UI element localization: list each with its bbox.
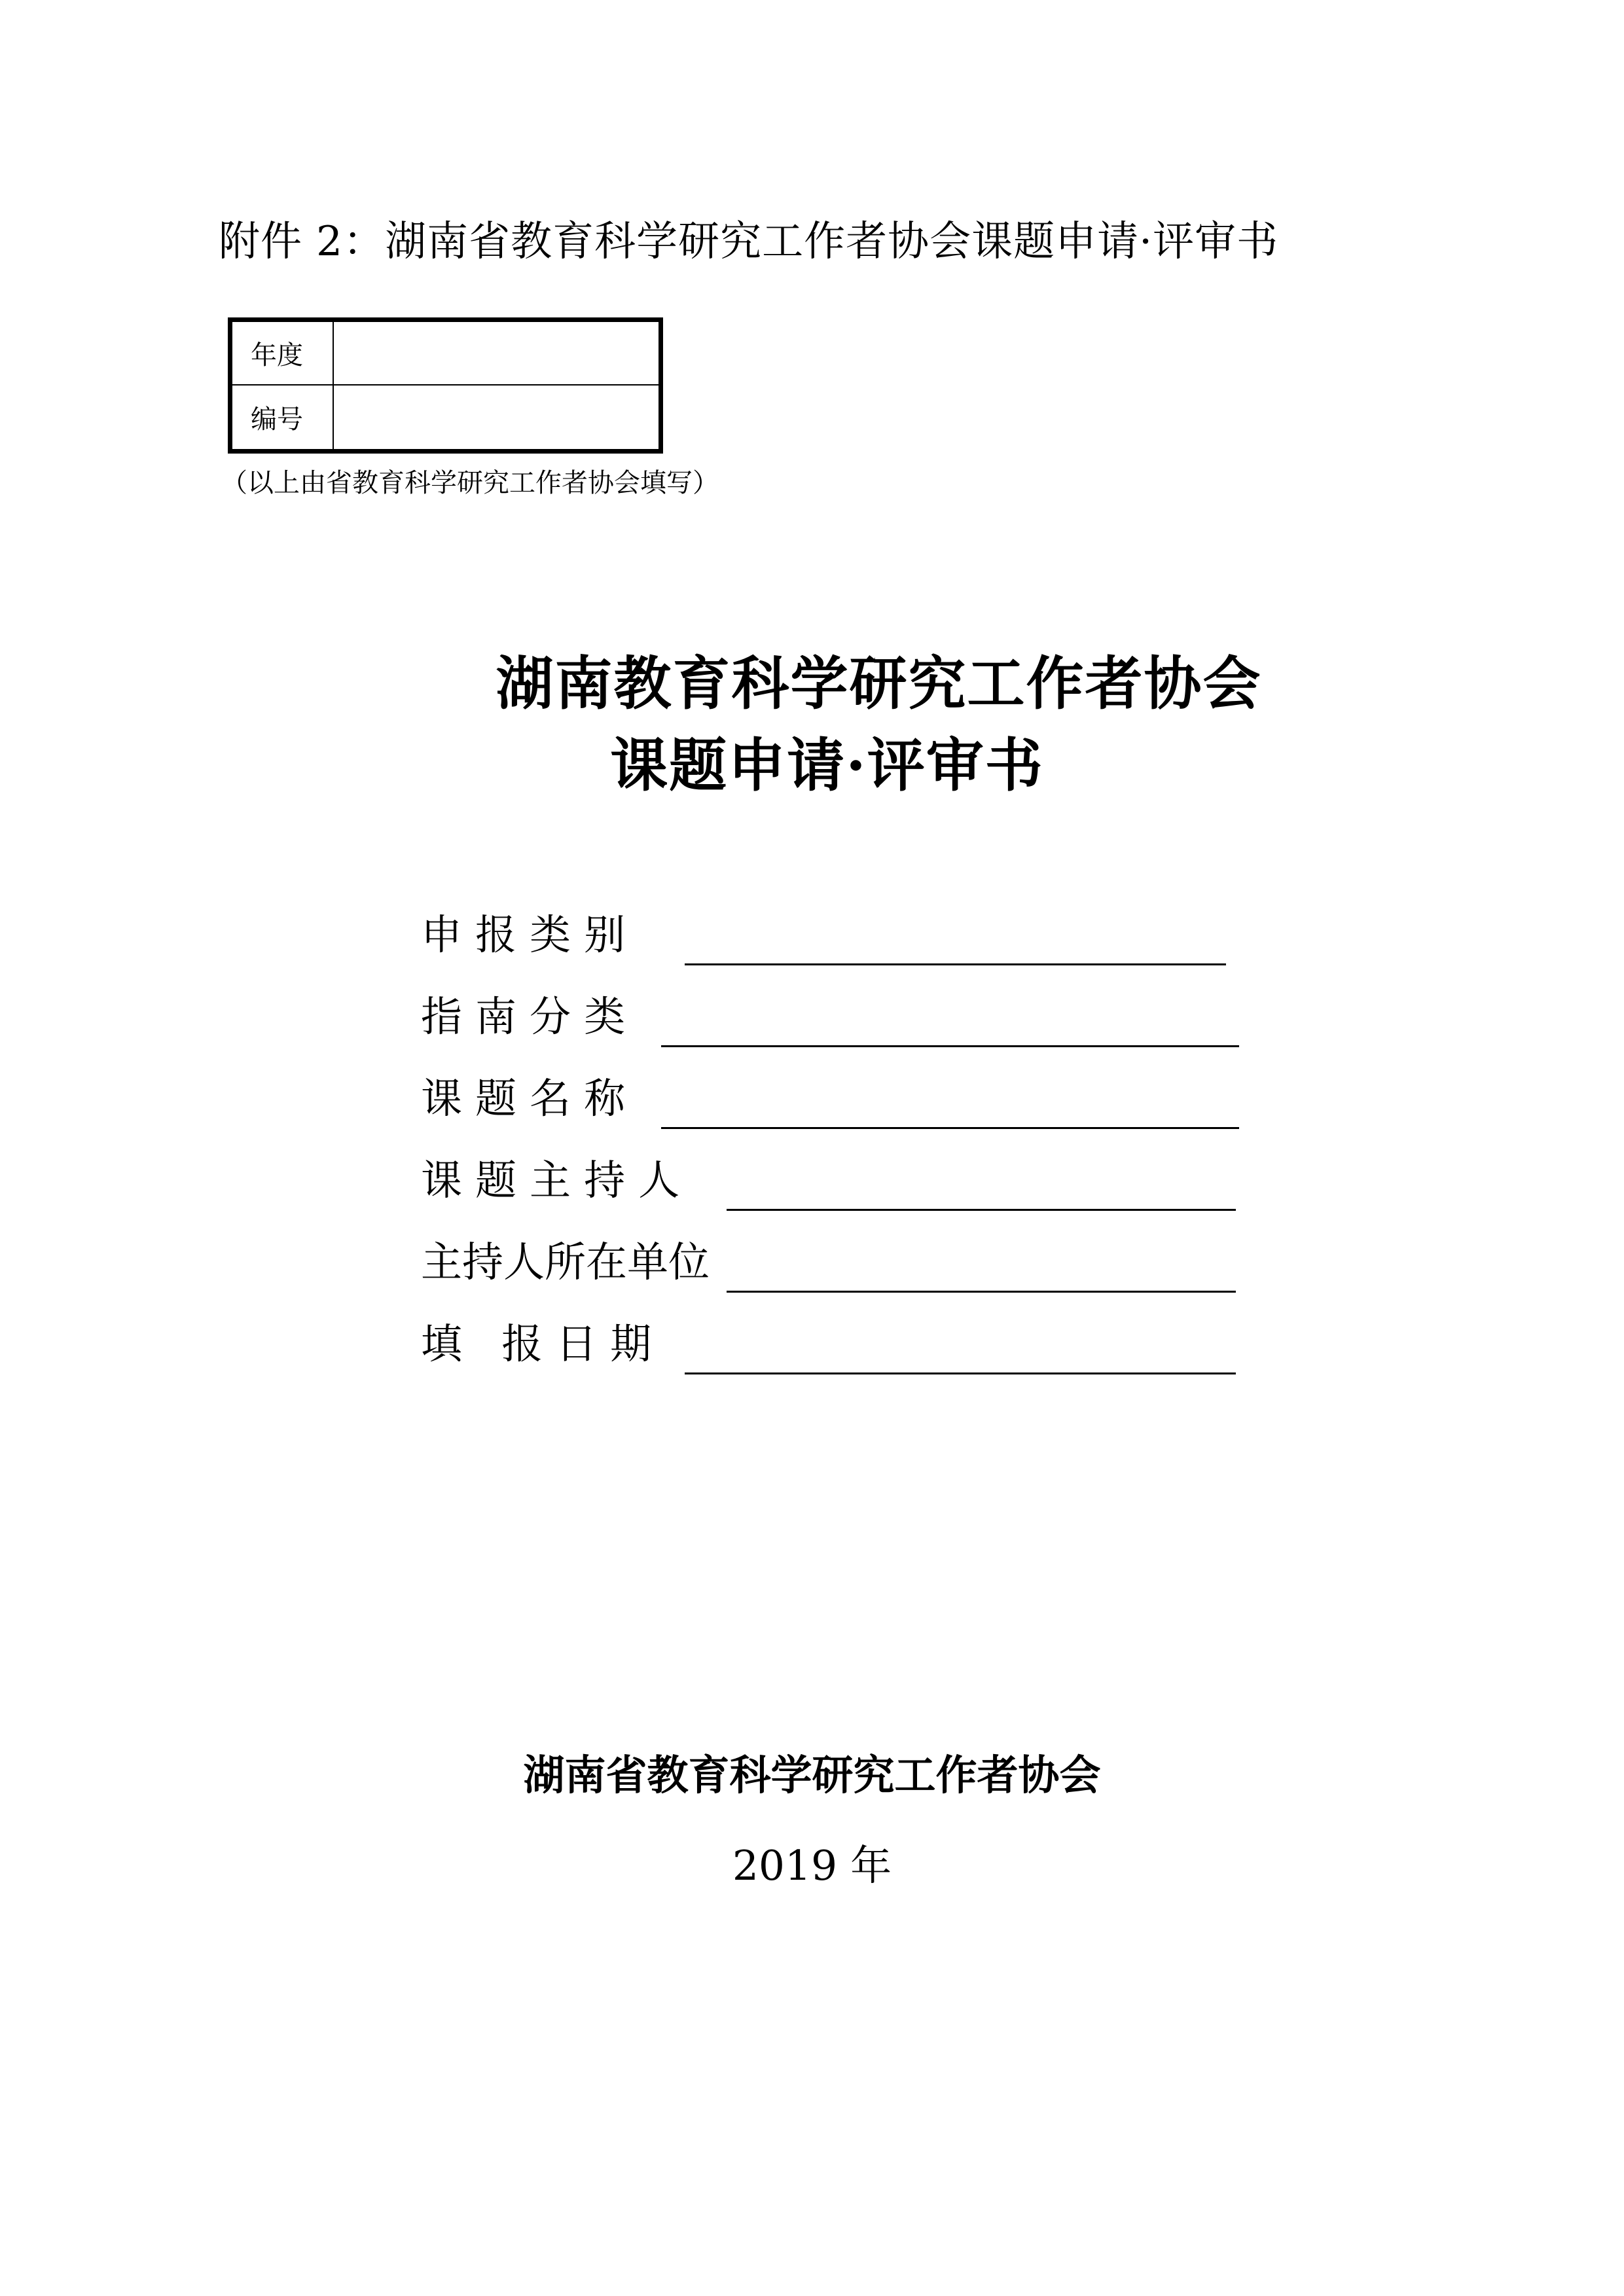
field-label: 申 报 类 别 [421,911,626,959]
footer-year: 2019 年 [732,1842,892,1890]
field-guide-classification [421,987,1239,1052]
footer-organization: 湖南省教育科学研究工作者协会 [523,1751,1101,1799]
field-label: 填 报 日 期 [421,1320,652,1368]
application-category-input-line[interactable] [685,963,1226,965]
field-project-host [421,1151,1236,1216]
main-title-line2: 课题申请·评审书 [610,731,1044,799]
field-application-category [421,905,1226,971]
field-project-name [421,1069,1239,1134]
host-unit-input-line[interactable] [727,1291,1236,1293]
year-label: 年度 [232,322,334,384]
project-name-input-line[interactable] [661,1127,1239,1129]
main-title-line1: 湖南教育科学研究工作者协会 [496,649,1262,717]
number-value-cell[interactable] [335,386,659,449]
guide-classification-input-line[interactable] [661,1045,1239,1047]
fill-date-input-line[interactable] [685,1372,1236,1374]
field-label: 主持人所在单位 [421,1238,710,1286]
year-value-cell[interactable] [335,322,659,384]
table-row-number [232,386,659,449]
project-host-input-line[interactable] [727,1209,1236,1211]
field-label: 课 题 主 持 人 [421,1157,680,1204]
table-note: （以上由省教育科学研究工作者协会填写） [221,468,719,498]
number-label: 编号 [232,386,334,449]
field-label: 指 南 分 类 [421,993,626,1041]
field-host-unit [421,1232,1236,1298]
attachment-title: 附件 2：湖南省教育科学研究工作者协会课题申请·评审书 [219,217,1279,265]
field-fill-date [421,1314,1236,1380]
table-row-year [232,322,659,386]
field-label: 课 题 名 称 [421,1075,626,1122]
year-number-table [228,317,663,454]
